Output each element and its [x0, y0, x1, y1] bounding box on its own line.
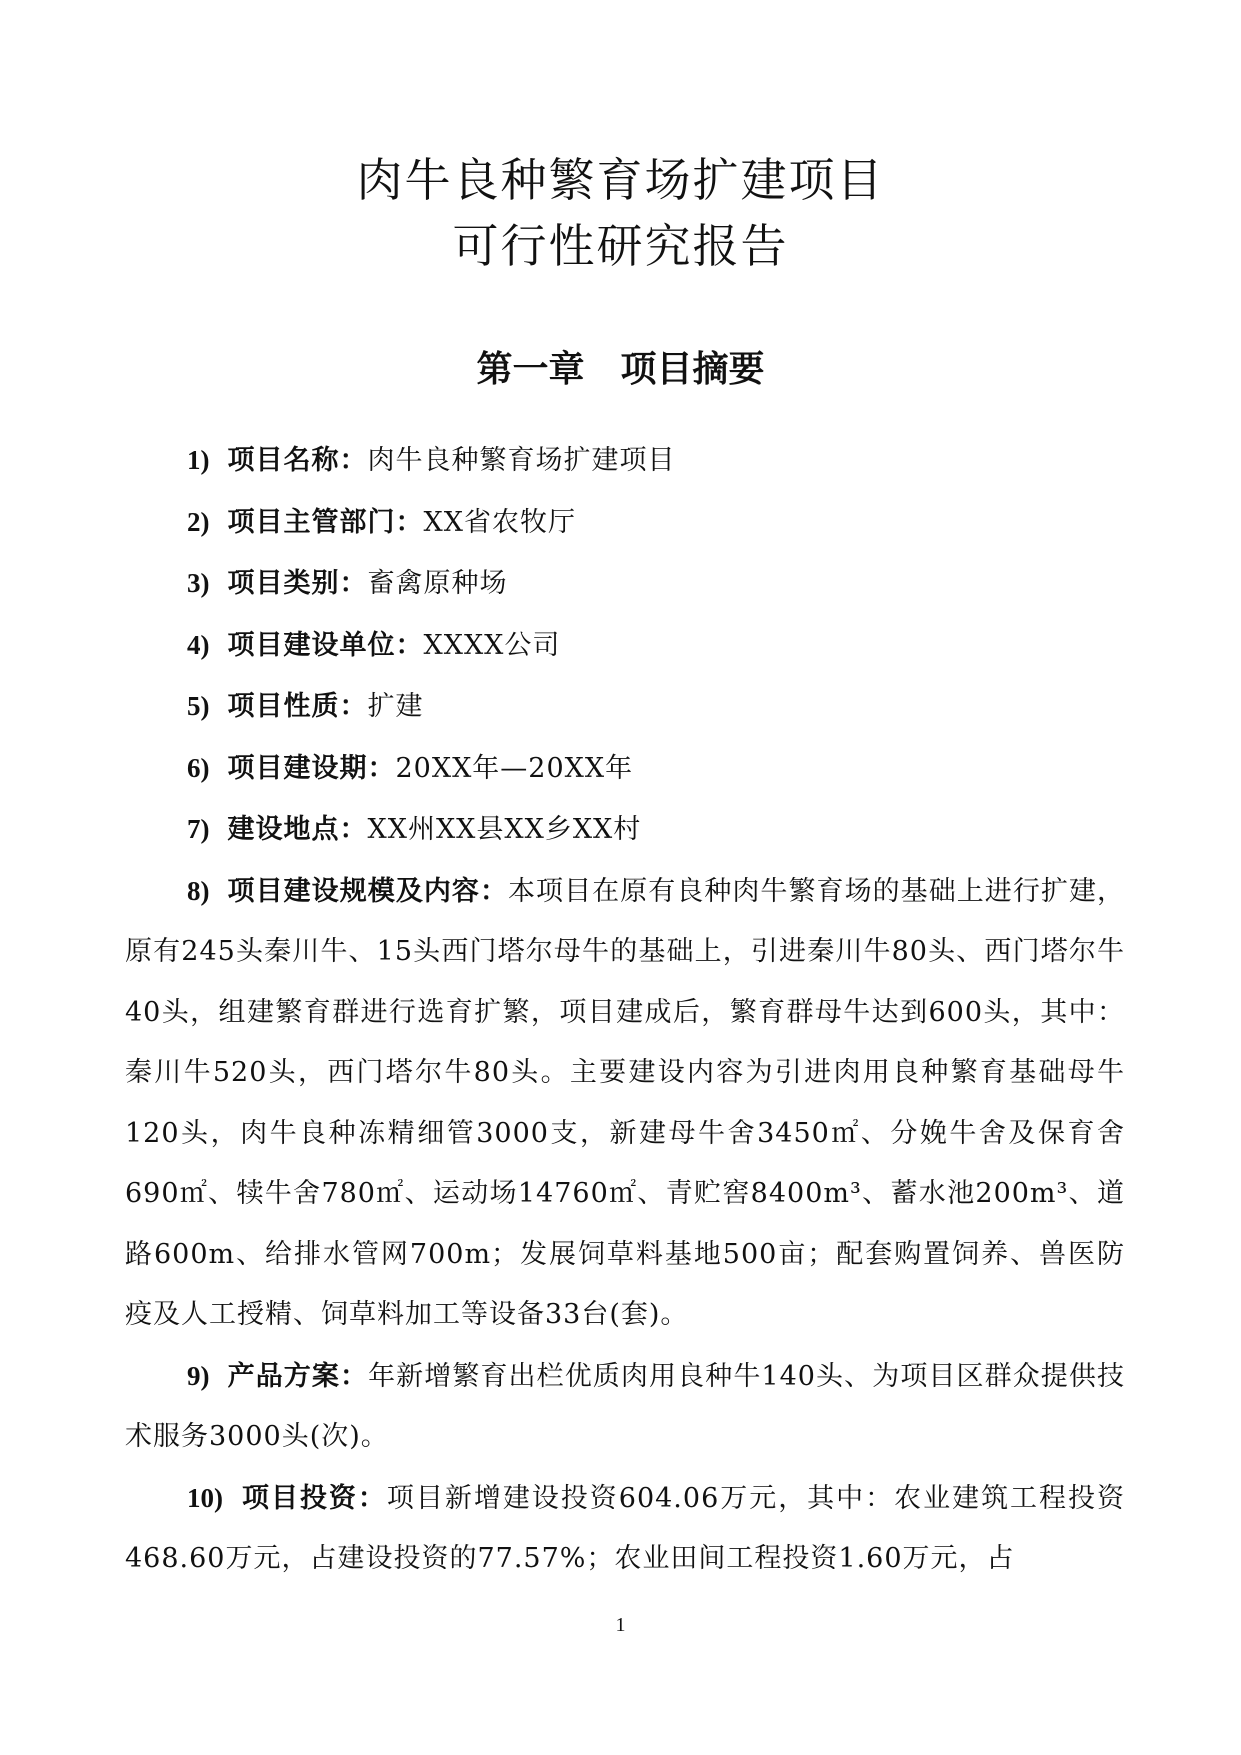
- item-content: XXXX公司: [423, 629, 561, 661]
- chapter-title: 第一章 项目摘要: [476, 348, 765, 390]
- item-label: 产品方案：: [227, 1360, 369, 1392]
- document-title-line2: 可行性研究报告: [452, 219, 789, 273]
- item-number: 1): [187, 445, 210, 475]
- item-content: 项目新增建设投资604.06万元，其中：农业建筑工程投资468.60万元，占建设投资的77.57%；农业田间工程投资1.60万元，占: [125, 1482, 1125, 1574]
- item-number: 2): [187, 506, 210, 537]
- item-content: XX省农牧厅: [423, 506, 576, 538]
- list-item: [125, 553, 1125, 615]
- item-label: 项目名称：: [227, 445, 368, 476]
- list-item: [125, 615, 1125, 677]
- item-number: 5): [187, 691, 210, 721]
- document-body: [125, 430, 1125, 1590]
- item-label: 建设地点：: [227, 814, 368, 845]
- list-item: [125, 861, 1125, 1346]
- item-label: 项目投资：: [241, 1482, 387, 1514]
- item-number: 3): [187, 568, 210, 598]
- item-content: XX州XX县XX乡XX村: [367, 814, 642, 845]
- item-content: 肉牛良种繁育场扩建项目: [367, 445, 676, 476]
- item-label: 项目建设单位：: [227, 629, 424, 661]
- list-item: [125, 799, 1125, 861]
- item-label: 项目主管部门：: [227, 506, 424, 538]
- list-item: [125, 1346, 1125, 1468]
- item-number: 10): [187, 1482, 223, 1513]
- item-content: 畜禽原种场: [367, 568, 508, 599]
- item-label: 项目建设期：: [227, 752, 396, 784]
- list-item: [125, 676, 1125, 738]
- list-item: [125, 430, 1125, 492]
- item-number: 6): [187, 752, 210, 783]
- page-number: 1: [615, 1614, 626, 1636]
- list-item: [125, 738, 1125, 800]
- item-content: 扩建: [367, 691, 424, 722]
- item-number: 7): [187, 814, 210, 844]
- item-number: 4): [187, 629, 210, 660]
- item-label: 项目性质：: [227, 691, 368, 722]
- item-number: 8): [187, 875, 210, 906]
- item-number: 9): [187, 1360, 210, 1391]
- item-content: 年新增繁育出栏优质肉用良种牛140头、为项目区群众提供技术服务3000头(次)。: [125, 1360, 1125, 1452]
- item-label: 项目建设规模及内容：: [227, 875, 509, 907]
- item-content: 本项目在原有良种肉牛繁育场的基础上进行扩建，原有245头秦川牛、15头西门塔尔母牛的基础上，引进秦川牛80头、西门塔尔牛40头，组建繁育群进行选育扩繁，项目建成后，繁育群母牛达到600头，其中：秦川牛520头，西门塔尔牛80头。主要建设内容为引进肉用良种繁育基础母牛120头，肉牛良种冻精细管3000支，新建母牛舍3450㎡、分娩牛舍及保育舍690㎡、犊牛舍780㎡、运动场14760㎡、青贮窖8400m³、蓄水池200m³、道路600m、给排水管网700m；发展饲草料基地500亩；配套购置饲养、兽医防疫及人工授精、饲草料加工等设备33台(套)。: [125, 875, 1125, 1330]
- item-content: 20XX年—20XX年: [395, 752, 634, 784]
- item-label: 项目类别：: [227, 568, 368, 599]
- document-title-line1: 肉牛良种繁育场扩建项目: [356, 153, 885, 207]
- list-item: [125, 492, 1125, 554]
- list-item: [125, 1468, 1125, 1590]
